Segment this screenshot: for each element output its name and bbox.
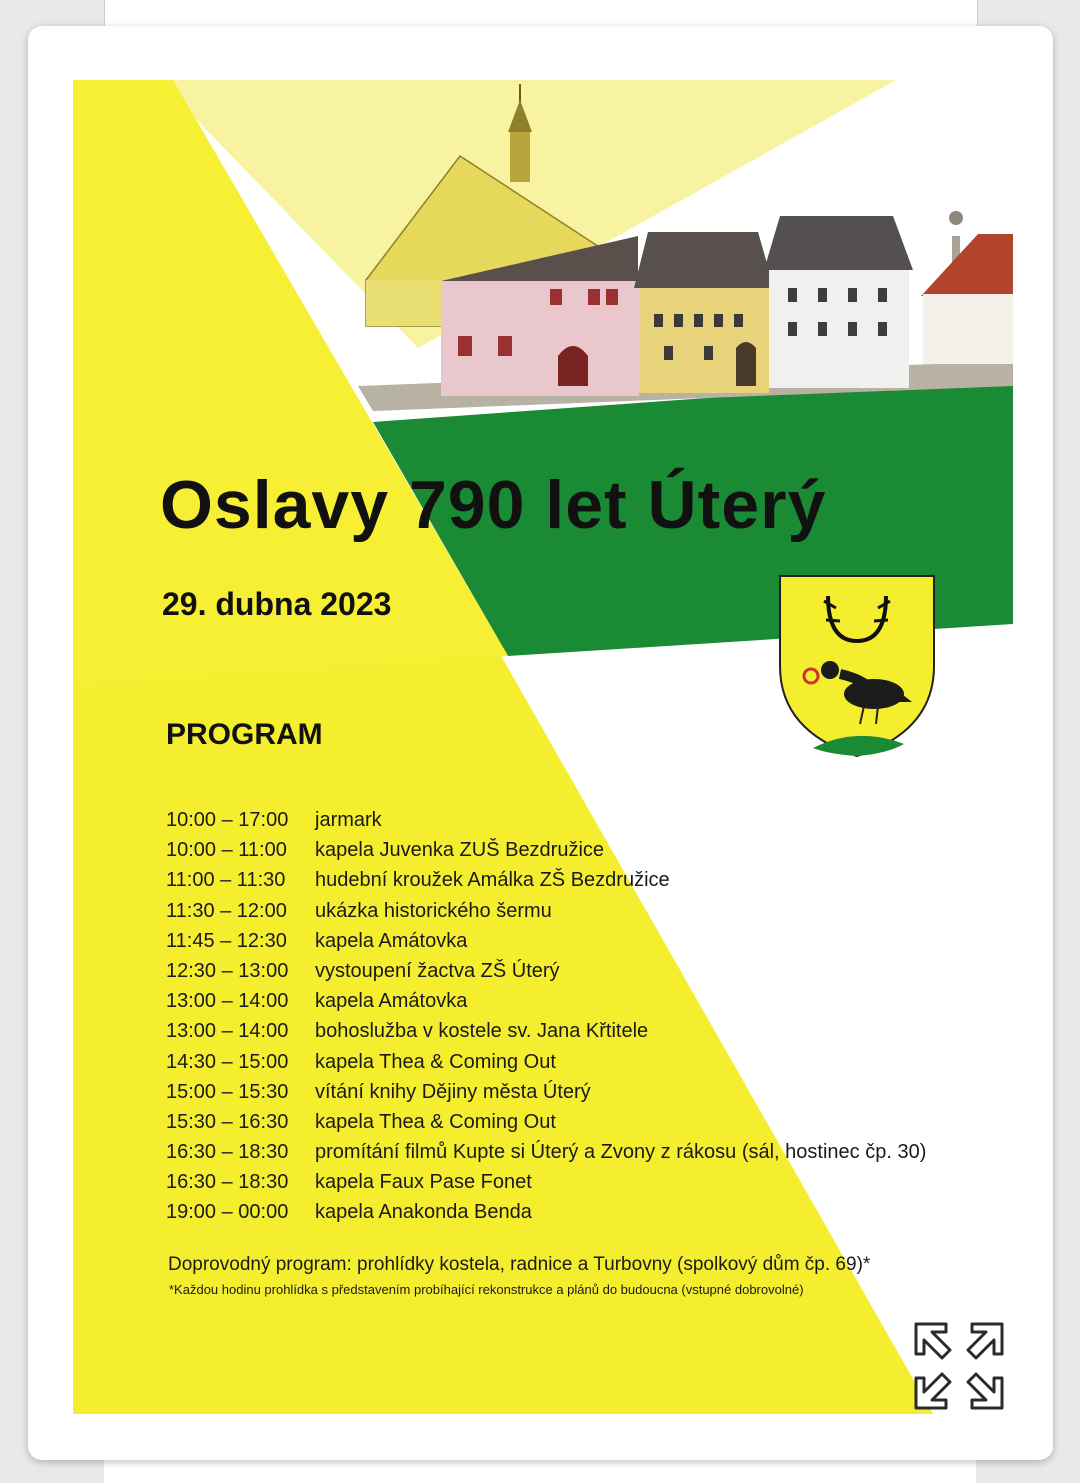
schedule-row (166, 805, 926, 835)
schedule-row (166, 1167, 926, 1197)
schedule-time: 19:00 – 00:00 (166, 1201, 289, 1224)
schedule-time: 15:30 – 16:30 (166, 1110, 289, 1133)
schedule-row (166, 1047, 926, 1077)
schedule-row (166, 865, 926, 895)
schedule-event: jarmark (315, 809, 382, 831)
schedule-event: kapela Thea & Coming Out (315, 1050, 556, 1073)
schedule-time: 16:30 – 18:30 (166, 1141, 289, 1164)
schedule-row (166, 1197, 926, 1227)
expand-button[interactable] (910, 1318, 1008, 1414)
schedule-time: 11:00 – 11:30 (166, 869, 286, 892)
schedule-time: 16:30 – 18:30 (166, 1171, 289, 1194)
schedule-event: promítání filmů Kupte si Úterý a Zvony z rákosu (sál, hostinec čp. 30) (315, 1141, 927, 1164)
schedule-row (166, 926, 926, 956)
schedule-time: 10:00 – 11:00 (166, 839, 287, 862)
schedule-event: ukázka historického šermu (315, 899, 552, 922)
schedule-row (166, 956, 926, 986)
schedule-event: kapela Faux Pase Fonet (315, 1171, 532, 1194)
schedule-event: kapela Thea & Coming Out (315, 1110, 556, 1133)
schedule-time: 13:00 – 14:00 (166, 1020, 289, 1043)
poster-title: Oslavy 790 let Úterý (160, 467, 827, 543)
schedule-event: kapela Anakonda Benda (315, 1201, 532, 1224)
schedule-time: 15:00 – 15:30 (166, 1080, 289, 1103)
schedule-event: kapela Juvenka ZUŠ Bezdružice (315, 839, 605, 862)
schedule-time: 13:00 – 14:00 (166, 990, 289, 1013)
image-viewer-card (28, 26, 1053, 1460)
schedule-time: 12:30 – 13:00 (166, 959, 289, 982)
schedule-event: kapela Amátovka (315, 990, 468, 1013)
schedule-time: 11:30 – 12:00 (166, 899, 287, 922)
schedule-event: bohoslužba v kostele sv. Jana Křtitele (315, 1020, 649, 1043)
schedule-row (166, 835, 926, 865)
schedule-row (166, 986, 926, 1016)
schedule-row (166, 1137, 926, 1167)
schedule-row (166, 896, 926, 926)
schedule-row (166, 1107, 926, 1137)
schedule-time: 10:00 – 17:00 (166, 809, 289, 831)
schedule-row (166, 1077, 926, 1107)
schedule-event: vystoupení žactva ZŠ Úterý (315, 959, 560, 982)
accompanying-program: Doprovodný program: prohlídky kostela, radnice a Turbovny (spolkový dům čp. 69)* (168, 1254, 871, 1275)
schedule-event: kapela Amátovka (315, 929, 468, 952)
schedule-event: hudební kroužek Amálka ZŠ Bezdružice (315, 869, 670, 892)
schedule-time: 11:45 – 12:30 (166, 929, 287, 952)
footnote: *Každou hodinu prohlídka s představením probíhající rekonstrukce a plánů do budoucna (vstupné dobrovolné) (169, 1282, 804, 1297)
program-schedule (166, 805, 926, 1228)
event-date: 29. dubna 2023 (162, 586, 392, 622)
program-heading: PROGRAM (166, 718, 323, 751)
schedule-time: 14:30 – 15:00 (166, 1050, 289, 1073)
expand-arrows-icon (910, 1318, 1008, 1414)
schedule-row (166, 1016, 926, 1046)
schedule-event: vítání knihy Dějiny města Úterý (315, 1080, 591, 1103)
